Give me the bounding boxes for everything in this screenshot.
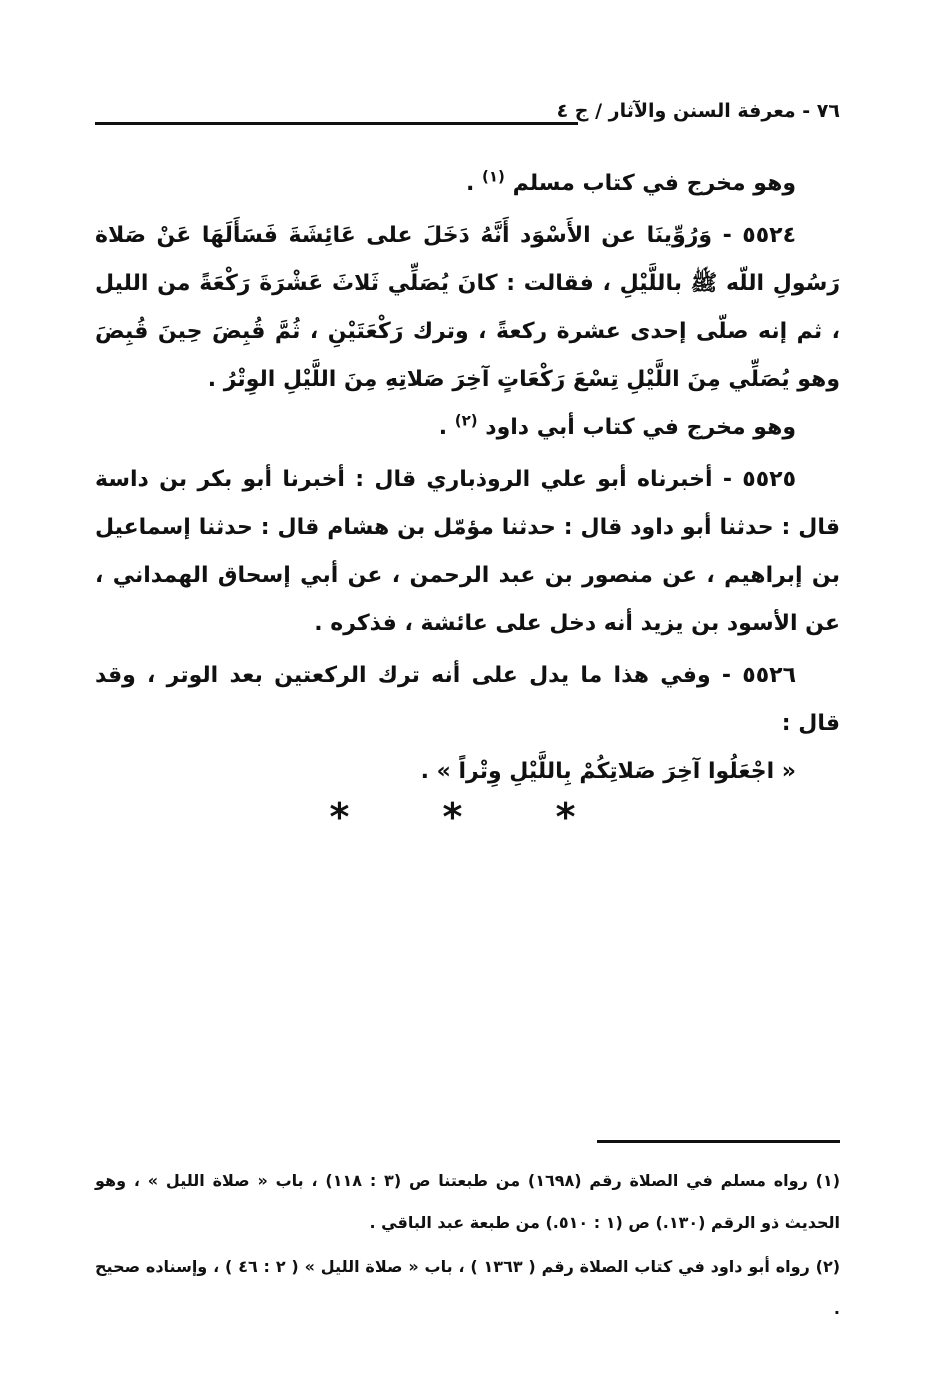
paragraph-3-end: . bbox=[438, 415, 448, 440]
paragraph-3 bbox=[95, 404, 840, 452]
paragraph-3-text: وهو مخرج في كتاب أبي داود bbox=[485, 415, 796, 440]
footnote-ref-2: (٢) bbox=[454, 411, 478, 430]
hadith-quote-text: « اجْعَلُوا آخِرَ صَلاتِكُمْ بِاللَّيْلِ وِتْراً » . bbox=[420, 759, 796, 784]
hadith-quote bbox=[95, 748, 840, 796]
paragraph-5525-text: ٥٥٢٥ - أخبرناه أبو علي الروذباري قال : أخبرنا أبو بكر بن داسة قال : حدثنا أبو داود قال : حدثنا مؤمّل بن هشام قال : حدثنا إسماعيل بن إبراهيم ، عن منصور بن عبد الرحمن ، عن أبي إسحاق الهمداني ، عن الأسود بن يزيد أنه دخل على عائشة ، فذكره . bbox=[95, 467, 840, 636]
section-separator: * * * bbox=[329, 795, 616, 839]
running-header bbox=[95, 98, 840, 138]
paragraph-5524-text: ٥٥٢٤ - وَرُوِّينَا عن الأَسْوَد أَنَّهُ دَخَلَ على عَائِشَةَ فَسَأَلَهَا عَنْ صَلاة رَسُولِ اللّه ﷺ باللَّيْلِ ، فقالت : كانَ يُصَلِّي ثَلاثَ عَشْرَةَ رَكْعَةً من الليل ، ثم إنه صلّى إحدى عشرة ركعةً ، وترك رَكْعَتَيْنِ ، ثُمَّ قُبِضَ حِينَ قُبِضَ وهو يُصَلِّي مِنَ اللَّيْلِ تِسْعَ رَكْعَاتٍ آخِرَ صَلاتِهِ مِنَ اللَّيْلِ الوِتْرُ . bbox=[95, 223, 840, 392]
paragraph-1-end: . bbox=[466, 171, 475, 196]
footnotes bbox=[95, 1160, 840, 1330]
paragraph-5526-text: ٥٥٢٦ - وفي هذا ما يدل على أنه ترك الركعتين بعد الوتر ، وقد قال : bbox=[95, 663, 840, 736]
header-title: ٧٦ - معرفة السنن والآثار / ج ٤ bbox=[556, 100, 840, 122]
main-text bbox=[95, 160, 840, 796]
footnote-1: (١) رواه مسلم في الصلاة رقم (١٦٩٨) من طبعتنا ص (٣ : ١١٨) ، باب « صلاة الليل » ، وهو الحديث ذو الرقم (١٣٠.) ص (١ : ٥١٠.) من طبعة عبد الباقي . bbox=[95, 1171, 840, 1232]
footnote-ref-1: (١) bbox=[482, 167, 505, 186]
paragraph-5524 bbox=[95, 212, 840, 404]
footnote-2: (٢) رواه أبو داود في كتاب الصلاة رقم ( ١٣٦٣ ) ، باب « صلاة الليل » ( ٢ : ٤٦ ) ، وإسناده صحيح . bbox=[95, 1257, 841, 1318]
paragraph-5525 bbox=[95, 456, 840, 648]
paragraph-1 bbox=[95, 160, 840, 208]
header-rule bbox=[95, 122, 578, 125]
footnote-rule bbox=[597, 1140, 840, 1143]
paragraph-5526 bbox=[95, 652, 840, 748]
paragraph-1-text: وهو مخرج في كتاب مسلم bbox=[512, 171, 796, 196]
